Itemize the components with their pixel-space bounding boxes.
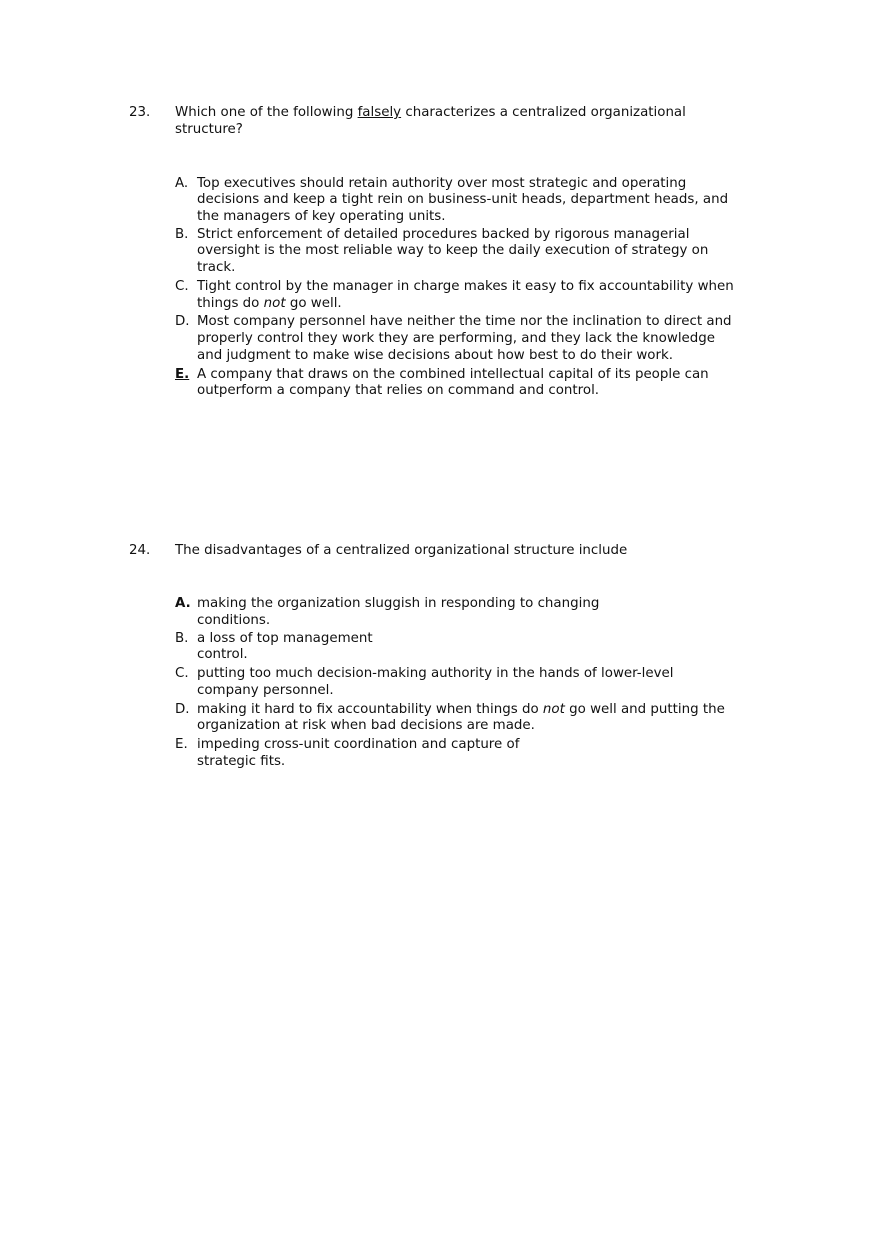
option-text: Tight control by the manager in charge makes it easy to fix accountability when <box>197 279 734 294</box>
option-text: and judgment to make wise decisions about how best to do their work. <box>197 348 673 363</box>
stem-text: Which one of the following <box>175 105 358 120</box>
question-number: 24. <box>129 543 151 558</box>
option-letter: C. <box>175 279 189 294</box>
option-letter: D. <box>175 702 190 717</box>
option-letter: B. <box>175 227 189 242</box>
option-letter: B. <box>175 631 189 646</box>
option-text: a loss of top management <box>197 631 373 646</box>
option-letter: E. <box>175 737 188 752</box>
option-letter: D. <box>175 314 190 329</box>
option-text: Top executives should retain authority over most strategic and operating <box>197 176 687 191</box>
option-text-part: things do <box>197 296 264 311</box>
stem-text: characterizes a centralized organizational <box>401 105 686 120</box>
option-text: impeding cross-unit coordination and capture of <box>197 737 520 752</box>
option-text: oversight is the most reliable way to keep the daily execution of strategy on <box>197 243 709 258</box>
question-stem <box>175 104 686 121</box>
option-text: the managers of key operating units. <box>197 209 446 224</box>
question-number: 23. <box>129 105 151 120</box>
option-emphasis: not <box>263 296 286 311</box>
option-text <box>197 701 725 718</box>
option-text: organization at risk when bad decisions are made. <box>197 718 535 733</box>
option-letter-marked: A. <box>175 596 191 611</box>
question-stem: The disadvantages of a centralized organizational structure include <box>175 543 628 558</box>
stem-emphasis: falsely <box>357 105 402 120</box>
option-text-part: go well and putting the <box>564 702 725 717</box>
option-letter: A. <box>175 176 189 191</box>
option-text: company personnel. <box>197 683 334 698</box>
option-letter-marked: E. <box>175 367 190 382</box>
option-text-part: making it hard to fix accountability when things do <box>197 702 543 717</box>
option-text: Most company personnel have neither the time nor the inclination to direct and <box>197 314 732 329</box>
option-text: Strict enforcement of detailed procedures backed by rigorous managerial <box>197 227 690 242</box>
option-text <box>197 295 342 312</box>
option-emphasis: not <box>542 702 565 717</box>
option-text: outperform a company that relies on command and control. <box>197 383 600 398</box>
option-text: control. <box>197 647 248 662</box>
option-text: making the organization sluggish in responding to changing <box>197 596 600 611</box>
option-text: conditions. <box>197 613 271 628</box>
question-stem-line: structure? <box>175 122 243 137</box>
option-text: track. <box>197 260 236 275</box>
option-text: putting too much decision-making authority in the hands of lower-level <box>197 666 674 681</box>
option-text: decisions and keep a tight rein on business-unit heads, department heads, and <box>197 192 729 207</box>
option-text: A company that draws on the combined intellectual capital of its people can <box>197 367 709 382</box>
option-text-part: go well. <box>285 296 342 311</box>
option-text: strategic fits. <box>197 754 286 769</box>
option-text: properly control they work they are performing, and they lack the knowledge <box>197 331 716 346</box>
option-letter: C. <box>175 666 189 681</box>
